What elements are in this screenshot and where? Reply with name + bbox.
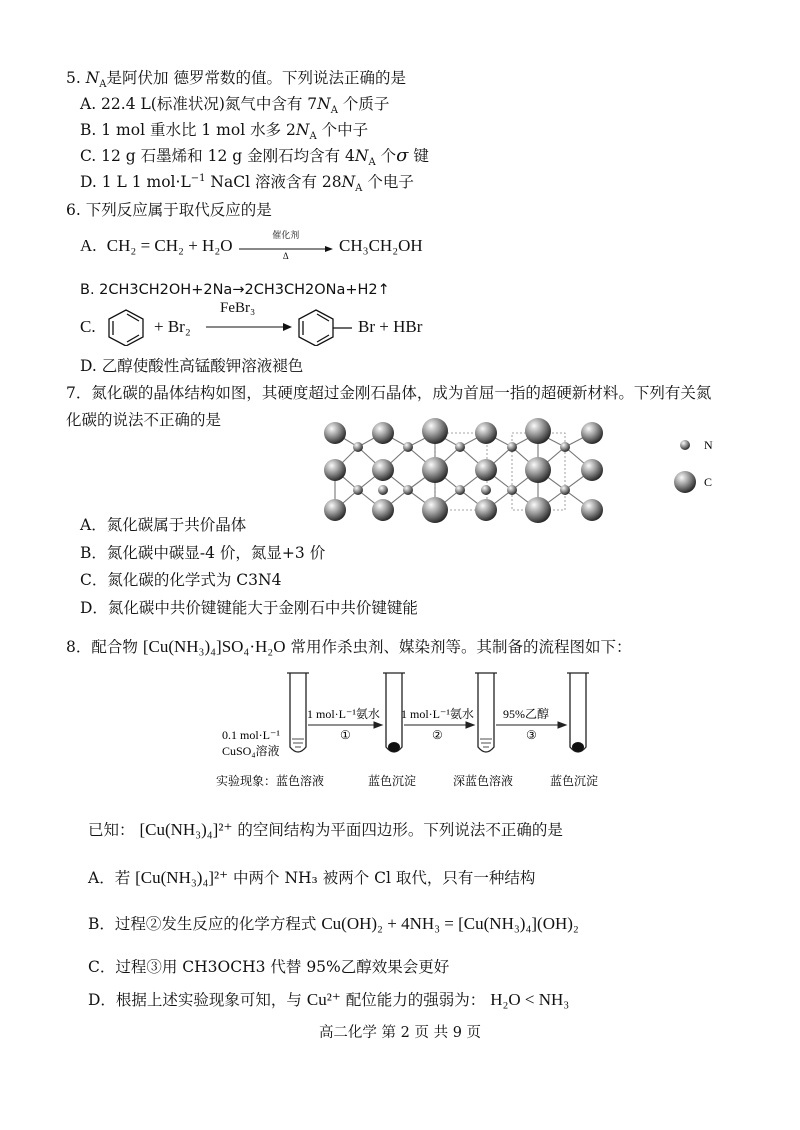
q5-option-b: B. 1 mol 重水比 1 mol 水多 $2N_A$ 个中子: [80, 121, 369, 143]
q7-stem-line1: 7．氮化碳的晶体结构如图，其硬度超过金刚石晶体，成为首屈一指的超硬新材料。下列有关氮: [66, 384, 712, 402]
q6-stem: 6. 下列反应属于取代反应的是: [66, 201, 272, 219]
q7-option-a: A．氮化碳属于共价晶体: [80, 516, 247, 534]
step3-label: 95%乙醇: [503, 707, 549, 721]
complex-ion-formula: [Cu(NH₃)₄]²⁺: [139, 820, 233, 839]
step1-number: ①: [340, 728, 351, 742]
bromobenzene-ring-icon: [294, 308, 354, 346]
q8-known: 已知： [Cu(NH₃)₄]²⁺ 的空间结构为平面四边形。下列说法不正确的是: [88, 820, 563, 839]
start-solution: CuSO₄溶液: [222, 744, 280, 758]
q8-option-d: D．根据上述实验现象可知，与 Cu²⁺ 配位能力的强弱为： H₂O < NH₃: [88, 990, 570, 1009]
observation-1: 蓝色溶液: [276, 774, 325, 788]
page-footer: 高二化学 第 2 页 共 9 页: [318, 1025, 482, 1041]
q8-option-c: C．过程③用 CH3OCH3 代替 95%乙醇效果会更好: [88, 958, 450, 976]
observation-label: 实验现象：: [216, 774, 277, 788]
q6-option-a: A. CH₂ = CH₂ + H₂O 催化剂 Δ CH₃CH₂OH: [80, 230, 423, 262]
step1-label: 1 mol·L⁻¹氨水: [307, 707, 380, 721]
step2-label: 1 mol·L⁻¹氨水: [401, 707, 474, 721]
step2-number: ②: [432, 728, 443, 742]
q5-stem: 5. $N_A$是阿伏加 德罗常数的值。下列说法正确的是: [66, 69, 406, 91]
q8-option-a: A．若 [Cu(NH₃)₄]²⁺ 中两个 NH₃ 被两个 Cl 取代，只有一种结构: [88, 868, 536, 887]
q6-a-reaction-arrow: 催化剂 Δ: [237, 238, 335, 256]
q5-option-d: D. 1 L 1 $mol\cdot L^{-1}$ NaCl 溶液含有 $28N_A$ 个电子: [80, 172, 414, 195]
q7-option-d: D．氮化碳中共价键键能大于金刚石中共价键键能: [80, 599, 418, 617]
legend-label-c: C: [704, 475, 713, 489]
preparation-flow-diagram: [210, 665, 630, 795]
q7-option-c: C．氮化碳的化学式为 C3N4: [80, 571, 282, 589]
q8-option-b: B．过程②发生反应的化学方程式 Cu(OH)₂ + 4NH₃ = [Cu(NH₃)₄](OH)₂: [88, 914, 579, 933]
complex-formula: [Cu(NH₃)₄]SO₄·H₂O: [142, 637, 286, 656]
legend-label-n: N: [704, 438, 713, 452]
q6-option-d: D. 乙醇使酸性高锰酸钾溶液褪色: [80, 357, 304, 375]
observation-2: 蓝色沉淀: [368, 774, 417, 788]
observation-4: 蓝色沉淀: [550, 774, 599, 788]
q5-number: 5.: [66, 69, 81, 87]
q6-option-b: B. 2CH3CH2OH+2Na→2CH3CH2ONa+H2↑: [80, 282, 390, 298]
legend-carbon-atom: [674, 471, 696, 493]
step3-number: ③: [526, 728, 537, 742]
q8-stem: 8．配合物 [Cu(NH₃)₄]SO₄·H₂O 常用作杀虫剂、媒染剂等。其制备的流程图如下：: [66, 637, 632, 656]
legend-nitrogen-atom: [680, 440, 690, 450]
q5-option-c: C. 12 g 石墨烯和 12 g 金刚石均含有 $4N_A$ 个σ 键: [80, 145, 429, 169]
carbon-nitride-crystal-diagram: [320, 410, 740, 525]
start-concentration: 0.1 mol·L⁻¹: [222, 728, 280, 742]
q7-option-b: B．氮化碳中碳显-4 价，氮显+3 价: [80, 544, 326, 562]
observation-3: 深蓝色溶液: [453, 774, 514, 788]
q5-option-a: A. 22.4 L(标准状况)氮气中含有 $7N_A$ 个质子: [80, 95, 390, 117]
arrow-icon: [204, 322, 294, 332]
reaction-equation: Cu(OH)₂ + 4NH₃ = [Cu(NH₃)₄](OH)₂: [321, 914, 579, 933]
benzene-ring-icon: [104, 308, 148, 346]
q7-stem-line2: 化碳的说法不正确的是: [66, 411, 222, 429]
